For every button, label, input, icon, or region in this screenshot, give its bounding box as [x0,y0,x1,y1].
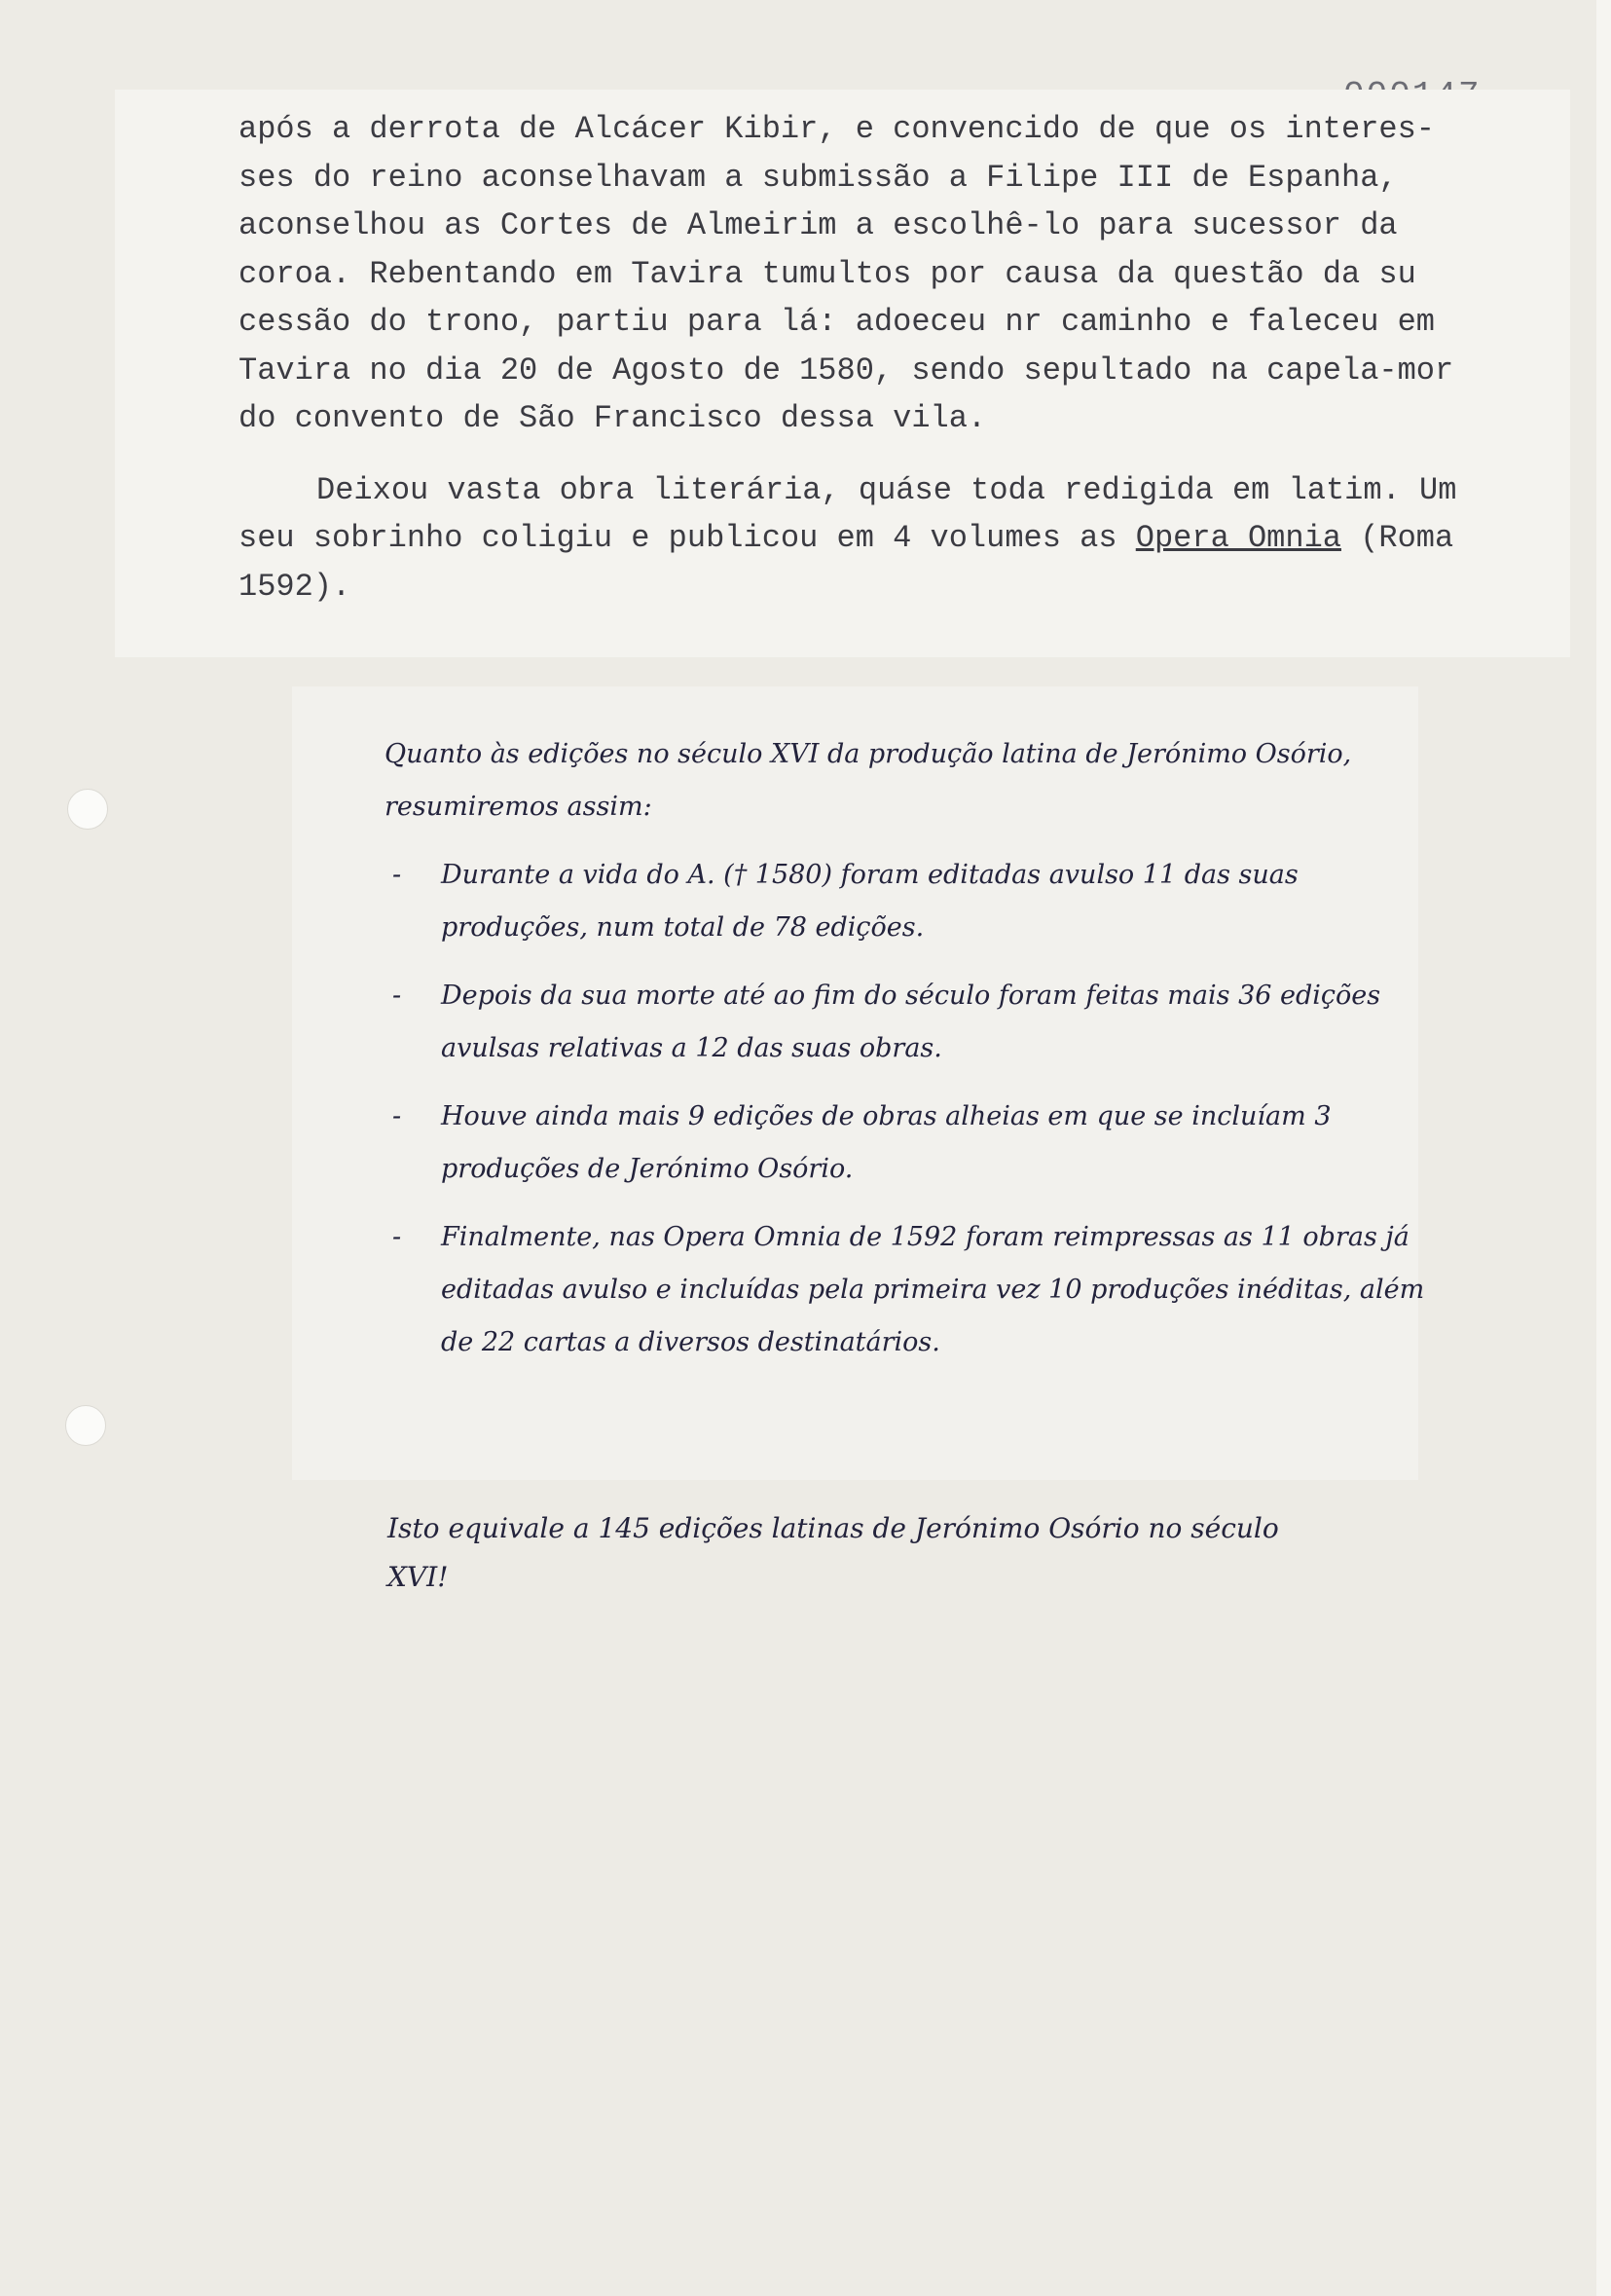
list-item-text: Finalmente, nas Opera Omnia de 1592 foram reimpressas as 11 obras já editadas avulso e incluídas pela primeira vez 10 produções inéditas, além de 22 cartas a diversos destinatários. [441,1222,1425,1357]
list-dash: - [392,1222,402,1252]
closing-handwritten-note [387,1504,1458,1602]
underlined-title: Opera Omnia [1135,520,1341,556]
typed-text: (Roma [1340,520,1454,556]
typed-text-block [238,105,1548,611]
list-item-text: Depois da sua morte até ao fim do século foram feitas mais 36 edições avulsas relativas a 12 das suas obras. [441,981,1381,1063]
handwritten-list-item [384,1211,1436,1369]
punch-hole [67,789,108,830]
handwritten-list-item [384,970,1436,1075]
closing-line: XVI! [387,1561,449,1593]
typed-line: do convento de São Francisco dessa vila. [238,400,987,436]
scan-edge [1596,0,1611,2296]
list-item-text: Houve ainda mais 9 edições de obras alheias em que se incluíam 3 produções de Jerónimo Osório. [441,1101,1332,1184]
typed-line: 1592). [238,568,351,605]
list-dash: - [392,1101,402,1131]
typed-line: após a derrota de Alcácer Kibir, e convencido de que os interes- [238,111,1435,147]
punch-hole [65,1405,106,1446]
list-dash: - [392,860,402,890]
handwritten-list-item [384,849,1436,954]
typed-line: Tavira no dia 20 de Agosto de 1580, sendo sepultado na capela-mor [238,352,1454,389]
handwritten-note [384,728,1436,1385]
typed-line [238,514,1548,563]
typed-paragraph-2 [238,466,1548,611]
typed-line: cessão do trono, partiu para lá: adoeceu nr caminho e faleceu em [238,304,1435,340]
handwritten-list-item [384,1091,1436,1196]
typed-line: Deixou vasta obra literária, quáse toda redigida em latim. Um [316,471,1457,508]
handwritten-intro: Quanto às edições no século XVI da produção latina de Jerónimo Osório, resumiremos assim: [384,739,1352,822]
typed-line: coroa. Rebentando em Tavira tumultos por causa da questão da su [238,255,1416,292]
closing-line: Isto equivale a 145 edições latinas de Jerónimo Osório no século [387,1512,1279,1544]
typed-paragraph-1 [238,105,1548,443]
list-item-text: Durante a vida do A. († 1580) foram editadas avulso 11 das suas produções, num total de 78 edições. [441,860,1299,943]
typed-line: ses do reino aconselhavam a submissão a Filipe III de Espanha, [238,159,1398,196]
typed-text: seu sobrinho coligiu e publicou em 4 volumes as [238,520,1136,556]
list-dash: - [392,981,402,1011]
typed-line: aconselhou as Cortes de Almeirim a escolhê-lo para sucessor da [238,207,1398,243]
